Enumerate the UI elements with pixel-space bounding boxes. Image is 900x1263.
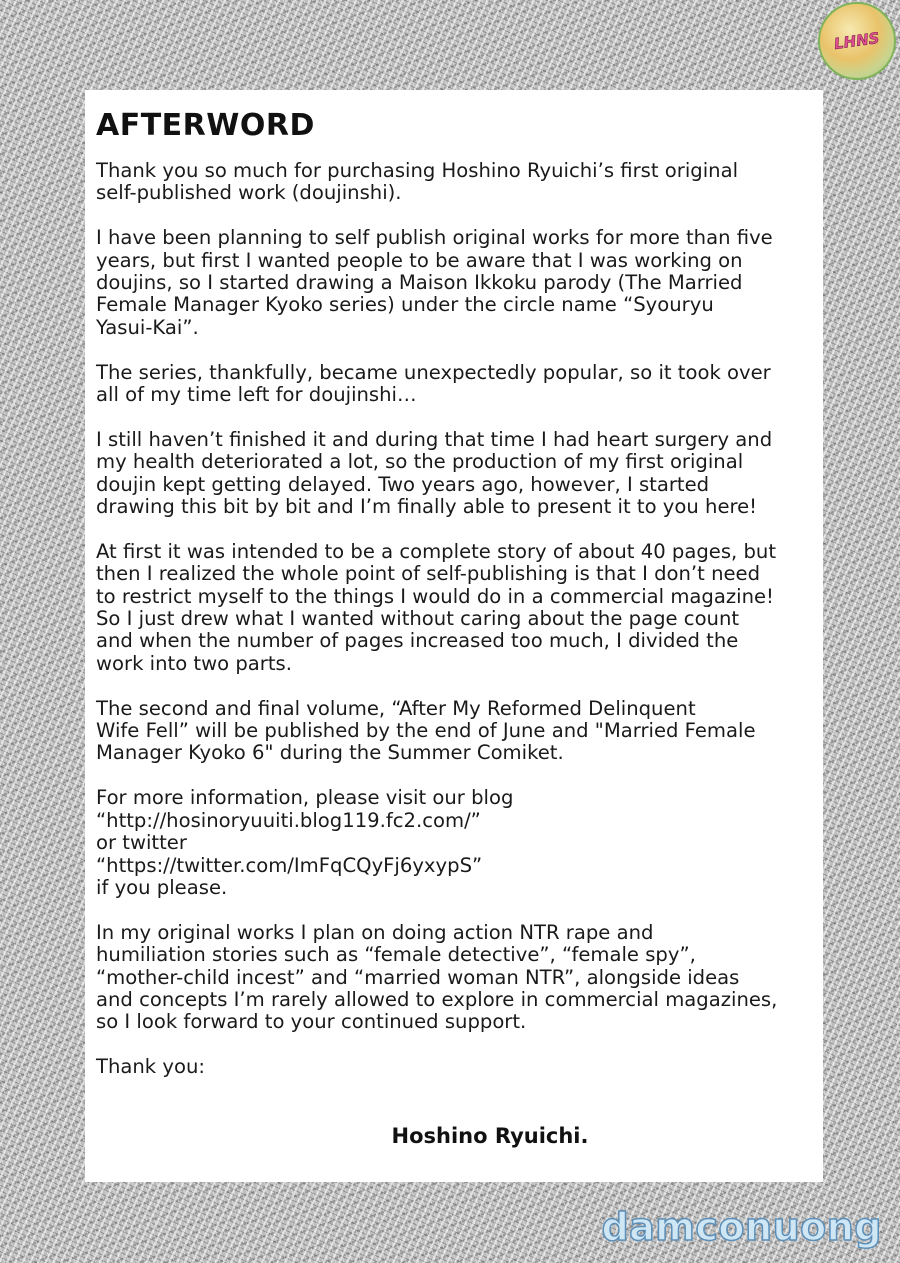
paragraph-second-volume: The second and final volume, “After My Reformed Delinquent Wife Fell” will be published by the end of June and "Married Female Manager Kyoko 6" during the Summer Comiket.	[96, 696, 756, 765]
paragraph-plans: In my original works I plan on doing action NTR rape and humiliation stories such as “female detective”, “female spy”, “mother-child incest” and “married woman NTR”, alongside ideas and concepts I’m rarely allowed to explore in commercial magazines, so I look forward to your continued support.	[96, 920, 778, 1034]
paragraph-closing: Thank you:	[96, 1055, 205, 1079]
paragraph-surgery: I still haven’t finished it and during that time I had heart surgery and my health deteriorated a lot, so the production of my first original doujin kept getting delayed. Two years ago, however, I started drawing this bit by bit and I’m finally able to present it to you here!	[96, 427, 773, 519]
paragraph-series: The series, thankfully, became unexpectedly popular, so it took over all of my time left for doujinshi…	[96, 360, 771, 407]
paragraph-planning: I have been planning to self publish original works for more than five years, but first I wanted people to be aware that I was working on doujins, so I started drawing a Maison Ikkoku parody (The Married Female Manager Kyoko series) under the circle name “Syouryu Yasui-Kai”.	[96, 226, 773, 339]
group-logo	[818, 2, 896, 80]
author-signature: Hoshino Ryuichi.	[391, 1124, 589, 1148]
paragraph-page-count: At first it was intended to be a complete story of about 40 pages, but then I realized the whole point of self-publishing is that I don’t need to restrict myself to the things I would do in a commercial magazine! So I just drew what I wanted without caring about the page count and when the number of pages increased too much, I divided the work into two parts.	[96, 539, 777, 675]
page-title: AFTERWORD	[96, 108, 315, 143]
paragraph-links: For more information, please visit our blog “http://hosinoryuuiti.blog119.fc2.com/” or twitter “https://twitter.com/ImFqCQyFj6yxypS” if you please.	[96, 786, 514, 899]
afterword-body	[96, 160, 796, 1101]
group-logo-text: LHNS	[833, 28, 881, 54]
site-watermark: damconuong	[601, 1205, 882, 1249]
paragraph-thanks: Thank you so much for purchasing Hoshino Ryuichi’s first original self-published work (doujinshi).	[96, 159, 739, 205]
